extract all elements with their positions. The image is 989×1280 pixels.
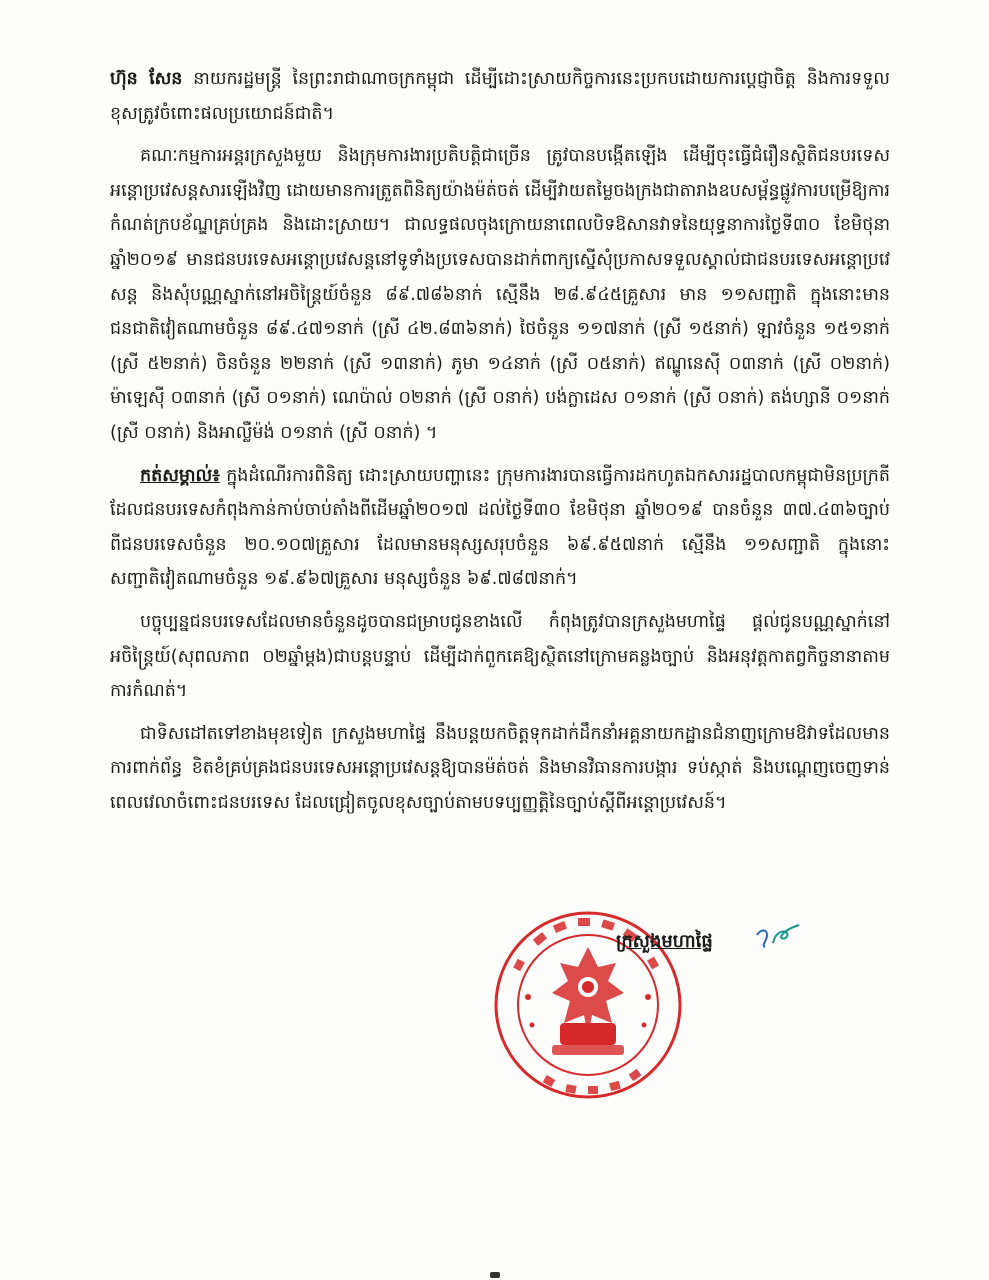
paragraph-4: បច្ចុប្បន្នជនបរទេសដែលមានចំនួនដូចបានជម្រាបជូនខាងលើ កំពុងត្រូវបានក្រសួងមហាផ្ទៃ ផ្ដល់ជូនបណ្ណស្នាក់នៅអចិន្ត្រៃយ៍(សុពលភាព ០២ឆ្នាំម្ដង)ជាបន្តបន្ទាប់ ដើម្បីដាក់ពួកគេឱ្យស្ថិតនៅក្រោមគន្លងច្បាប់ និងអនុវត្តកាតព្វកិច្ចនានាតាមការកំណត់។ (110, 611, 890, 702)
letter-body (110, 62, 890, 820)
signature-block (488, 905, 828, 1125)
note-paragraph (110, 459, 890, 597)
paragraph-1 (110, 62, 890, 131)
paragraph-1-text: នាយករដ្ឋមន្ត្រី នៃព្រះរាជាណាចក្រកម្ពុជា ដើម្បីដោះស្រាយកិច្ចការនេះប្រកបដោយការប្ដេជ្ញាចិត្ត និងការទទួលខុសត្រូវចំពោះផលប្រយោជន៍ជាតិ។ (110, 69, 890, 124)
ministry-signature-label (616, 929, 713, 956)
prime-minister-name: ហ៊ុន សែន (110, 69, 183, 89)
note-text: ក្នុងដំណើរការពិនិត្យ ដោះស្រាយបញ្ហានេះ ក្រុមការងារបានធ្វើការដកហូតឯកសាររដ្ឋបាលកម្ពុជាមិនប្រក្រតីដែលជនបរទេសកំពុងកាន់កាប់ចាប់តាំងពីដើមឆ្នាំ២០១៧ ដល់ថ្ងៃទី៣០ ខែមិថុនា ឆ្នាំ២០១៩ បានចំនួន ៣៧.៤៣៦ច្បាប់ ពីជនបរទេសចំនួន ២០.១០៧គ្រួសារ ដែលមានមនុស្សសរុបចំនួន ៦៩.៩៥៧នាក់ ស្មើនឹង ១១សញ្ជាតិ ក្នុងនោះសញ្ជាតិវៀតណាមចំនួន ១៩.៩៦៧គ្រួសារ មនុស្សចំនួន ៦៩.៧៨៧នាក់។ (110, 465, 890, 590)
paragraph-2: គណៈកម្មការអន្តរក្រសួងមួយ និងក្រុមការងារប្រតិបត្តិជាច្រើន ត្រូវបានបង្កើតឡើង ដើម្បីចុះធ្វើជំរឿនស្ថិតិជនបរទេសអន្តោប្រវេសន្តសារឡើងវិញ ដោយមានការត្រួតពិនិត្យយ៉ាងម៉ត់ចត់ ដើម្បីវាយតម្លៃចងក្រងជាតារាងឧបសម្ព័ន្ធផ្លូវការបម្រើឱ្យការកំណត់ក្របខ័ណ្ឌគ្រប់គ្រង និងដោះស្រាយ។ ជាលទ្ធផលចុងក្រោយនាពេលបិទឱសានវាទនៃយុទ្ធនាការថ្ងៃទី៣០ ខែមិថុនា ឆ្នាំ២០១៩ មានជនបរទេសអន្តោប្រវេសន្តនៅទូទាំងប្រទេសបានដាក់ពាក្យស្នើសុំប្រកាសទទួលស្គាល់ជាជនបរទេសអន្តោប្រវេសន្ត និងសុំបណ្ណស្នាក់នៅអចិន្ត្រៃយ៍ចំនួន ៨៩.៧៨៦នាក់ ស្មើនឹង ២៨.៩៤៥គ្រួសារ មាន ១១សញ្ជាតិ ក្នុងនោះមានជនជាតិវៀតណាមចំនួន ៨៩.៤៧១នាក់ (ស្រី ៤២.៨៣៦នាក់) ថៃចំនួន ១១៧នាក់ (ស្រី ១៥នាក់) ឡាវចំនួន ១៥១នាក់ (ស្រី ៥២នាក់) ចិនចំនួន ២២នាក់ (ស្រី ១៣នាក់) ភូមា ១៤នាក់ (ស្រី ០៥នាក់) ឥណ្ឌូនេស៊ី ០៣នាក់ (ស្រី ០២នាក់) ម៉ាឡេស៊ី ០៣នាក់ (ស្រី ០១នាក់) ណេប៉ាល់ ០២នាក់ (ស្រី ០នាក់) បង់ក្លាដេស ០១នាក់ (ស្រី ០នាក់) តង់ហ្សានី ០១នាក់ (ស្រី ០នាក់) និងអាល្លឺម៉ង់ ០១នាក់ (ស្រី ០នាក់) ។ (110, 146, 890, 443)
paragraph-5: ជាទិសដៅតទៅខាងមុខទៀត ក្រសួងមហាផ្ទៃ នឹងបន្តយកចិត្តទុកដាក់ដឹកនាំអគ្គនាយកដ្ឋានជំនាញក្រោមឱវាទដែលមានការពាក់ព័ន្ធ ខិតខំគ្រប់គ្រងជនបរទេសអន្តោប្រវេសន្តឱ្យបានម៉ត់ចត់ និងមានវិធានការបង្ការ ទប់ស្កាត់ និងបណ្ដេញចេញទាន់ពេលវេលាចំពោះជនបរទេស ដែលជ្រៀតចូលខុសច្បាប់តាមបទប្បញ្ញត្តិនៃច្បាប់ស្ដីពីអន្តោប្រវេសន៍។ (110, 723, 890, 813)
ministry-name: ក្រសួងមហាផ្ទៃ (616, 931, 713, 952)
page-edge-mark (490, 1272, 500, 1278)
note-label: កត់សម្គាល់៖ (140, 465, 220, 486)
handwritten-initials-icon (753, 921, 803, 951)
